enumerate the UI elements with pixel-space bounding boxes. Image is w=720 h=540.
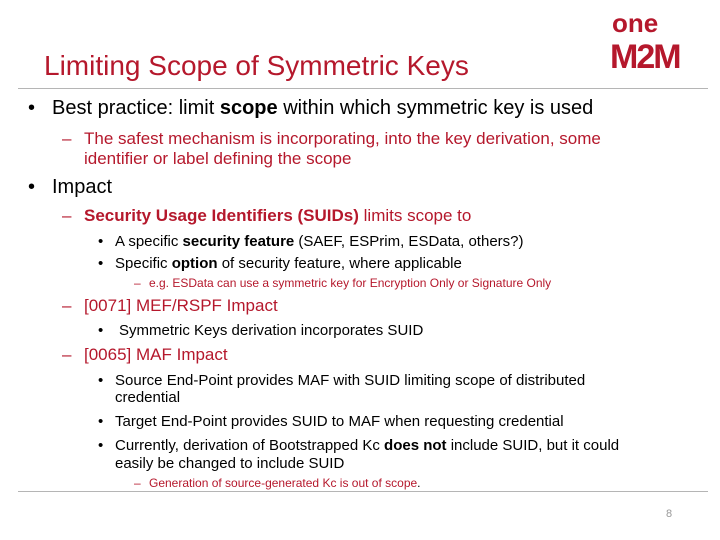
- bullet-marker: •: [98, 233, 104, 250]
- bullet-marker: •: [98, 372, 104, 389]
- dash-marker: –: [134, 276, 141, 290]
- bullet-target-endpoint: • Target End-Point provides SUID to MAF when requesting credential: [98, 413, 564, 430]
- dash-marker: –: [62, 206, 72, 225]
- logo-text-one: one: [612, 8, 659, 38]
- bullet-marker: •: [98, 413, 104, 430]
- bullet-mef-impact: – [0071] MEF/RSPF Impact: [62, 296, 278, 315]
- bullet-mef-derivation: • Symmetric Keys derivation incorporates SUID: [98, 322, 424, 339]
- bullet-generation-scope: – Generation of source-generated Kc is out of scope.: [134, 476, 421, 490]
- bullet-best-practice: • Best practice: limit scope within which symmetric key is used: [28, 97, 594, 119]
- bullet-marker: •: [28, 176, 36, 198]
- bullet-esdata-example: – e.g. ESData can use a symmetric key for Encryption Only or Signature Only: [134, 276, 552, 290]
- dash-marker: –: [62, 129, 72, 148]
- dash-marker: –: [62, 296, 72, 315]
- dash-marker: –: [62, 345, 72, 364]
- bullet-suids: – Security Usage Identifiers (SUIDs) limits scope to: [62, 206, 472, 225]
- bullet-marker: •: [98, 322, 104, 339]
- bullet-marker: •: [28, 97, 36, 119]
- bullet-option: • Specific option of security feature, where applicable: [98, 255, 462, 272]
- bullet-maf-impact: – [0065] MAF Impact: [62, 345, 228, 364]
- dash-marker: –: [134, 476, 141, 490]
- logo-text-m2m: M2M: [610, 38, 680, 72]
- title-divider: [18, 88, 708, 89]
- bullet-source-endpoint-cont: credential: [115, 389, 181, 406]
- page-number: 8: [666, 508, 673, 520]
- bullet-marker: •: [98, 255, 104, 272]
- slide-title: Limiting Scope of Symmetric Keys: [44, 50, 469, 81]
- footer-divider: [18, 491, 708, 492]
- bullet-bootstrapped-kc: • Currently, derivation of Bootstrapped Kc does not include SUID, but it could: [98, 437, 620, 454]
- bullet-bootstrapped-kc-cont: easily be changed to include SUID: [115, 455, 345, 472]
- bullet-safest-mechanism-cont: identifier or label defining the scope: [84, 149, 352, 168]
- bullet-impact: • Impact: [28, 176, 113, 198]
- bullet-source-endpoint: • Source End-Point provides MAF with SUID limiting scope of distributed: [98, 372, 586, 389]
- bullet-safest-mechanism: – The safest mechanism is incorporating, into the key derivation, some: [62, 129, 601, 148]
- onem2m-logo: [606, 6, 712, 72]
- bullet-marker: •: [98, 437, 104, 454]
- bullet-security-feature: • A specific security feature (SAEF, ESPrim, ESData, others?): [98, 233, 524, 250]
